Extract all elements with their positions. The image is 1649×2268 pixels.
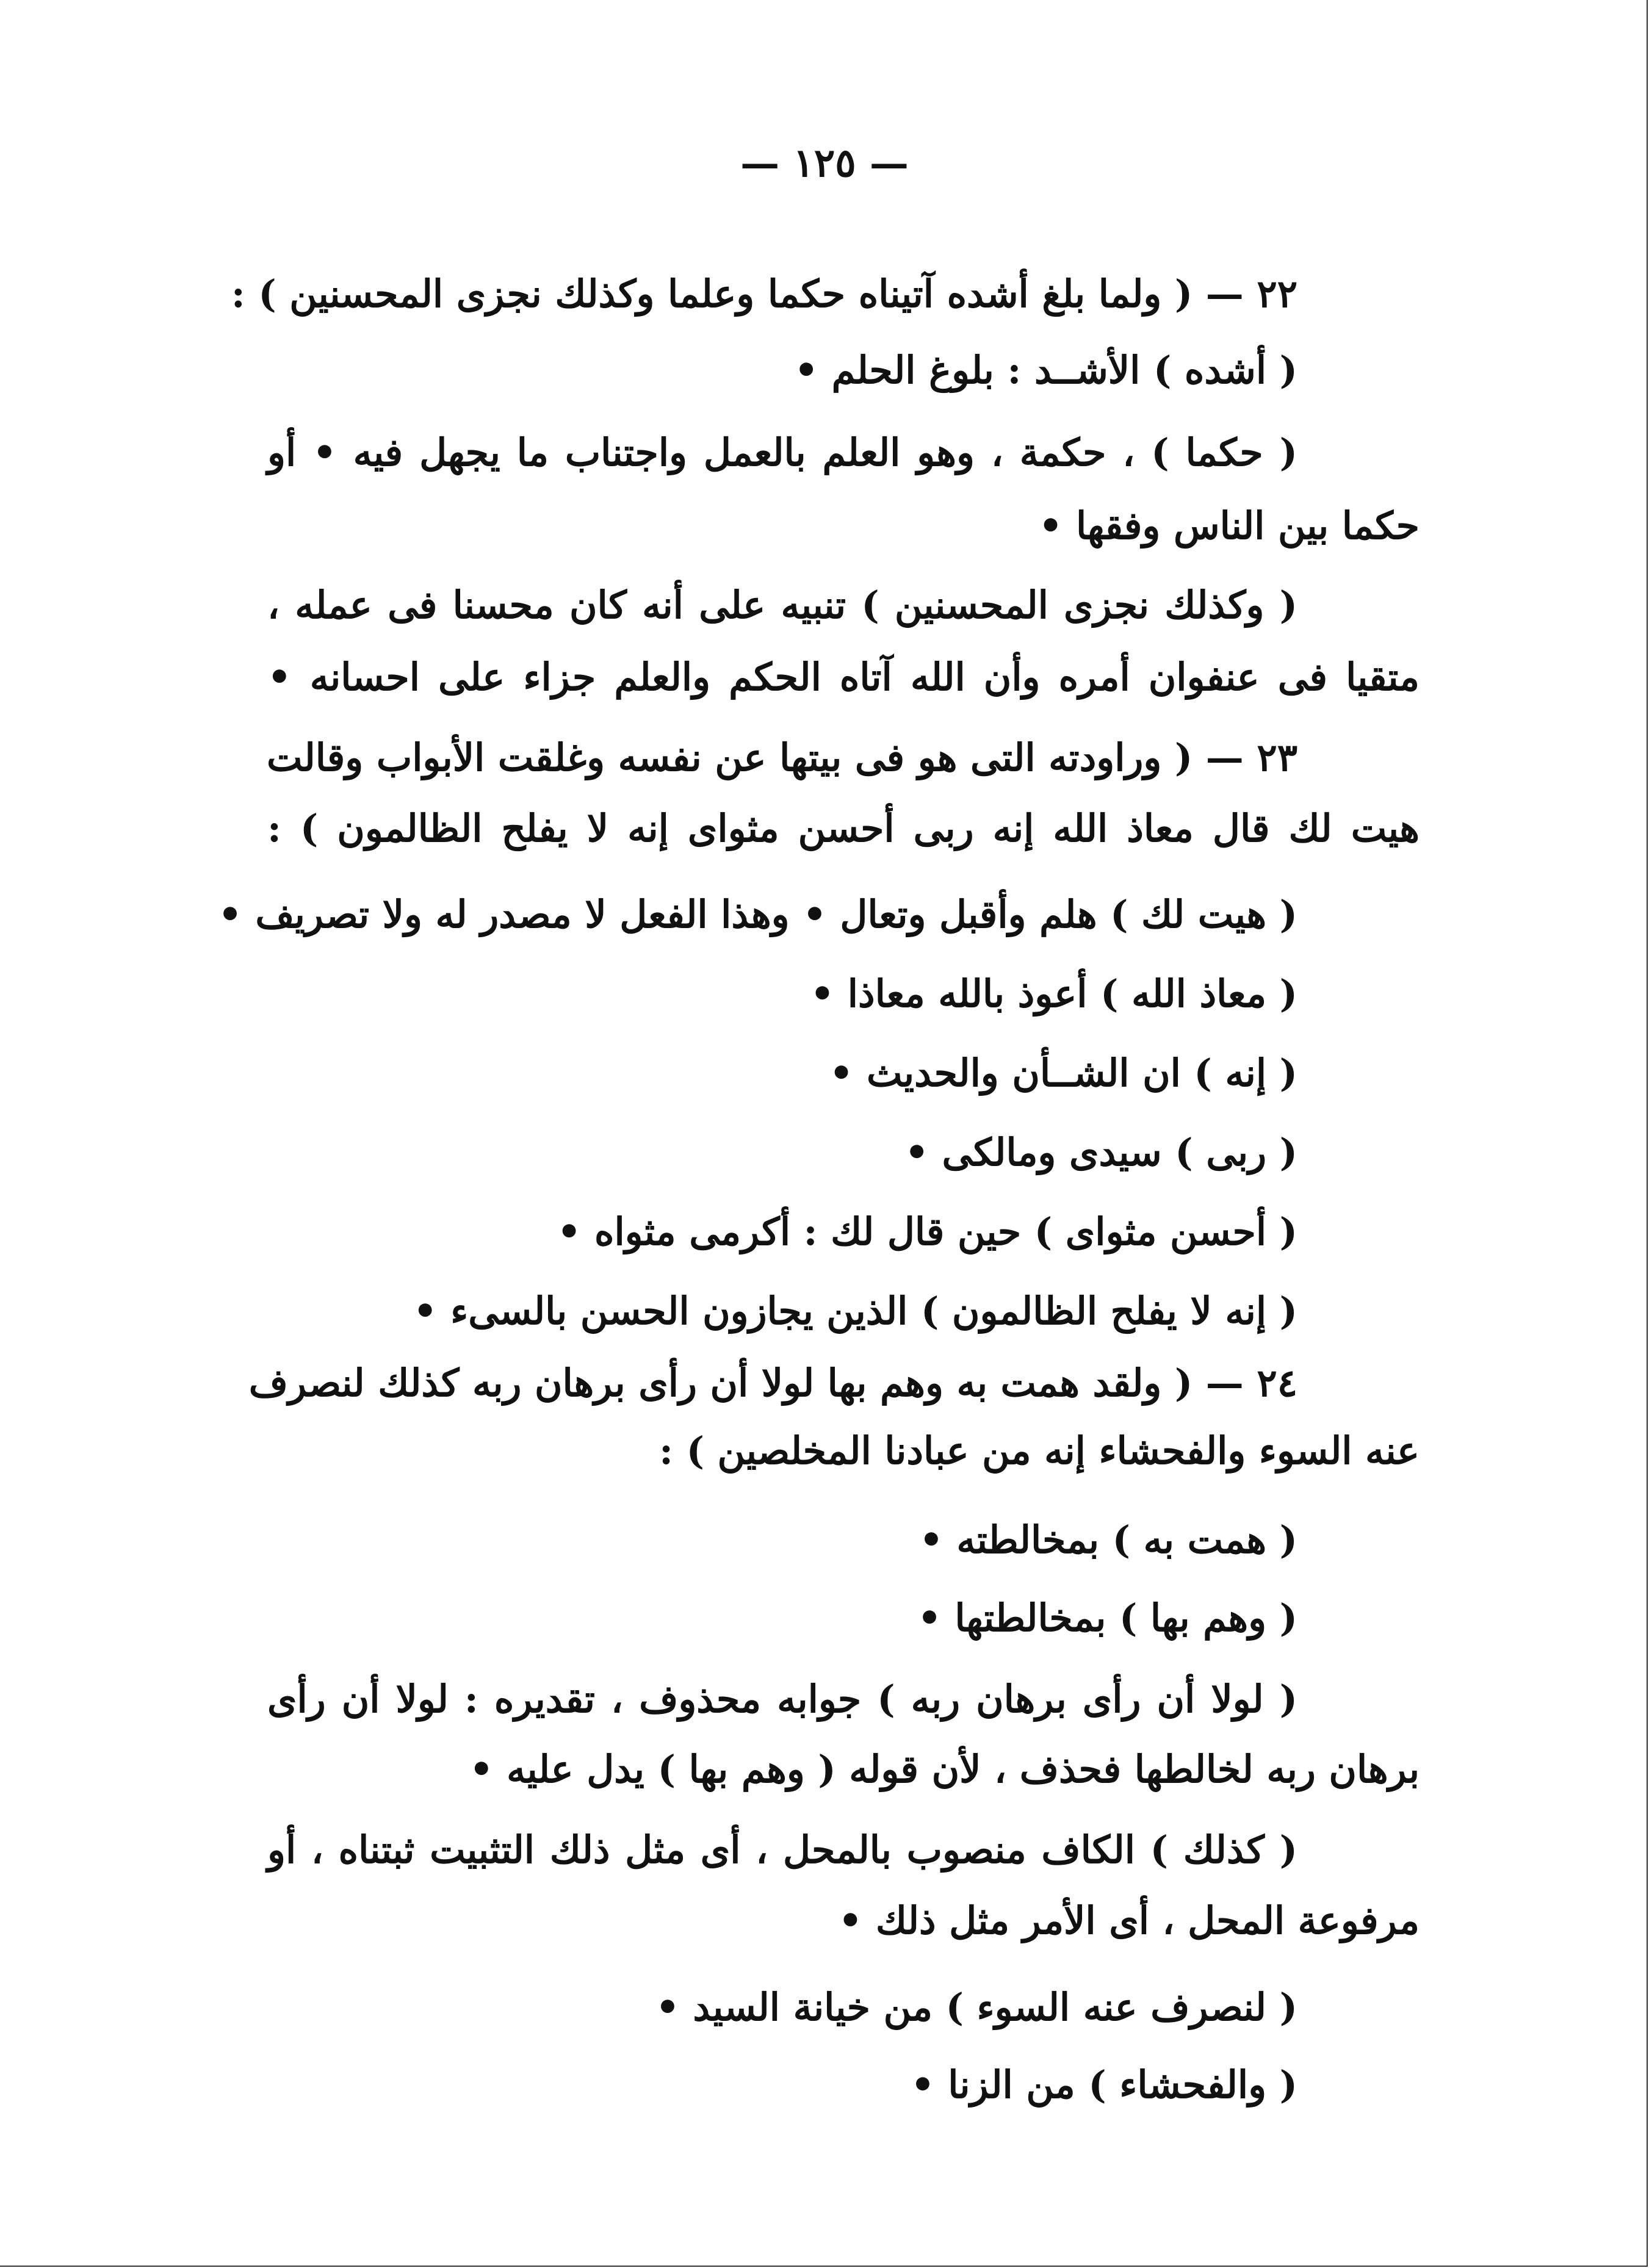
- text-line: متقيا فى عنفوان أمره وأن الله آتاه الحكم والعلم جزاء على احسانه •: [267, 655, 1420, 699]
- text-line: ( إنه ) ان الشــأن والحديث •: [829, 1051, 1297, 1095]
- text-line: ( معاذ الله ) أعوذ بالله معاذا •: [810, 971, 1297, 1016]
- text-line: ( همت به ) بمخالطته •: [919, 1517, 1297, 1562]
- text-line: مرفوعة المحل ، أى الأمر مثل ذلك •: [838, 1898, 1420, 1943]
- text-line: ( وكذلك نجزى المحسنين ) تنبيه على أنه كان محسنا فى عمله ،: [267, 583, 1297, 627]
- text-line: ( لنصرف عنه السوء ) من خيانة السيد •: [655, 1985, 1297, 2029]
- text-line: ( والفحشاء ) من الزنا •: [911, 2062, 1297, 2107]
- text-line: ٢٣ — ( وراودته التى هو فى بيتها عن نفسه وغلقت الأبواب وقالت: [267, 735, 1297, 780]
- text-line: هيت لك قال معاذ الله إنه ربى أحسن مثواى إنه لا يفلح الظالمون ) :: [267, 806, 1420, 851]
- text-line: حكما بين الناس وفقها •: [1038, 503, 1420, 548]
- text-line: ( أشده ) الأشــد : بلوغ الحلم •: [794, 348, 1297, 392]
- text-line: برهان ربه لخالطها فحذف ، لأن قوله ( وهم بها ) يدل عليه •: [469, 1747, 1420, 1791]
- text-line: ٢٤ — ( ولقد همت به وهم بها لولا أن رأى برهان ربه كذلك لنصرف: [248, 1361, 1297, 1405]
- text-line: ( وهم بها ) بمخالطتها •: [917, 1596, 1297, 1640]
- text-line: ( ربى ) سيدى ومالكى •: [904, 1130, 1297, 1175]
- text-line: ( لولا أن رأى برهان ربه ) جوابه محذوف ، تقديره : لولا أن رأى: [267, 1677, 1297, 1721]
- text-line: ( إنه لا يفلح الظالمون ) الذين يجازون الحسن بالسىء •: [413, 1289, 1297, 1333]
- text-line: ( حكما ) ، حكمة ، وهو العلم بالعمل واجتناب ما يجهل فيه • أو: [267, 430, 1297, 475]
- text-line: ٢٢ — ( ولما بلغ أشده آتيناه حكما وعلما وكذلك نجزى المحسنين ) :: [231, 272, 1297, 316]
- text-line: ( أحسن مثواى ) حين قال لك : أكرمى مثواه •: [557, 1209, 1297, 1254]
- text-line: عنه السوء والفحشاء إنه من عبادنا المخلصين ) :: [659, 1428, 1420, 1473]
- text-line: ( هيت لك ) هلم وأقبل وتعال • وهذا الفعل لا مصدر له ولا تصريف •: [218, 892, 1297, 937]
- page-number: — ١٢٥ —: [740, 140, 909, 186]
- text-line: ( كذلك ) الكاف منصوب بالمحل ، أى مثل ذلك التثبيت ثبتناه ، أو: [267, 1827, 1297, 1872]
